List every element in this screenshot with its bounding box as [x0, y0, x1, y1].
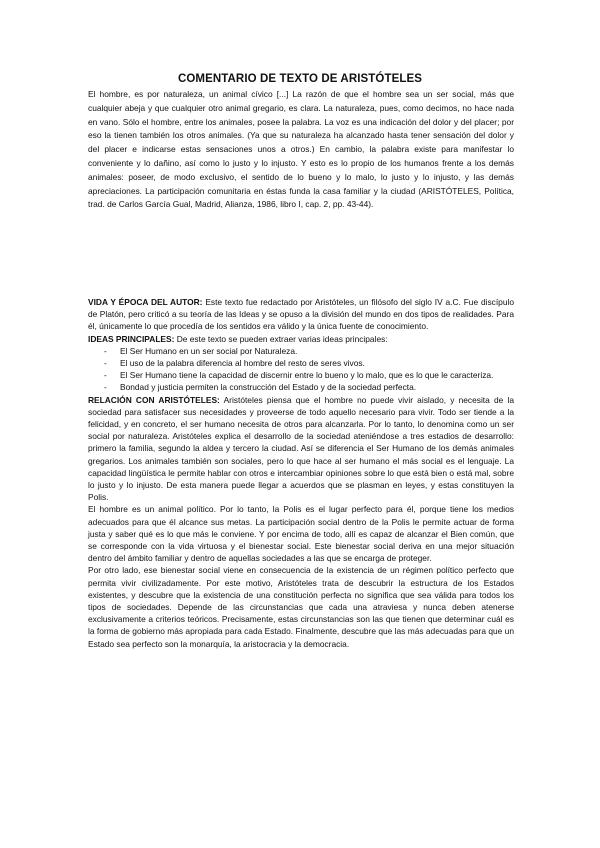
- list-item: [88, 345, 514, 357]
- list-item: [88, 381, 514, 393]
- section-heading-vida: VIDA Y ÉPOCA DEL AUTOR:: [88, 297, 203, 307]
- commentary-body: [88, 296, 514, 650]
- paragraph-regimen: Por otro lado, ese bienestar social viene en consecuencia de la existencia de un régimen político perfecto que permita vivir civilizadamente. Por este motivo, Aristóteles trata de descubrir la estructura de los Estados existentes, y descubre que la existencia de una constitución perfecta no significa que sea válida para todos los tipos de sociedades. Depende de las circunstancias que cada una atraviesa y nunca deben atenerse exclusivamente a criterios teóricos. Precisamente, estas circunstancias son las que tienen que determinar cuál es la forma de gobierno más apropiada para cada Estado. Finalmente, descubre que las más adecuadas para que un Estado sea perfecto son la monarquía, la aristocracia y la democracia.: [88, 565, 514, 649]
- paragraph-polis: El hombre es un animal político. Por lo tanto, la Polis es el lugar perfecto para él, porque tiene los medios adecuados para que él alcance sus metas. La participación social dentro de la Polis le permite actuar de forma justa y saber qué es lo que más le conviene. Y por encima de todo, allí es capaz de alcanzar el Bien común, que se corresponde con la vida virtuosa y el bienestar social. Este bienestar social deriva en una mejor situación dentro del ámbito familiar y dentro de aquellas sociedades a las que se encarga de proteger.: [88, 504, 514, 564]
- list-dash: -: [104, 358, 107, 369]
- quote-citation: (ARISTÓTELES, Política, trad. de Carlos García Gual, Madrid, Alianza, 1986, libro I, cap. 2, pp. 43-44).: [88, 185, 514, 210]
- list-dash: -: [104, 382, 107, 393]
- section-heading-ideas: IDEAS PRINCIPALES:: [88, 333, 175, 344]
- list-item-text: El Ser Humano tiene la capacidad de discernir entre lo bueno y lo malo, que es lo que le caracteriza.: [120, 370, 494, 381]
- list-item-text: El Ser Humano en un ser social por Naturaleza.: [120, 345, 298, 356]
- section-text-vida: Este texto fue redactado por Aristóteles, un filósofo del siglo IV a.C. Fue discípulo de Platón, pero criticó a su teoría de las Ideas y se opuso a la división del mundo en dos tipos de realidades. Para él, únicamente lo que procedía de los sentidos era válido y la única fuente de conocimiento.: [88, 297, 515, 332]
- section-text-ideas: De este texto se pueden extraer varias ideas principales:: [176, 333, 388, 344]
- document-title: COMENTARIO DE TEXTO DE ARISTÓTELES: [177, 73, 423, 85]
- list-dash: -: [104, 370, 107, 381]
- section-relacion: [88, 394, 514, 504]
- aristotle-quote: [88, 88, 514, 212]
- list-item-text: El uso de la palabra diferencia al hombre del resto de seres vivos.: [120, 358, 365, 369]
- list-item: [88, 369, 514, 381]
- ideas-list: [88, 345, 514, 394]
- section-ideas: [88, 333, 514, 345]
- list-dash: -: [104, 345, 107, 356]
- section-vida: [88, 296, 514, 333]
- section-heading-relacion: RELACIÓN CON ARISTÓTELES:: [88, 394, 220, 405]
- list-item-text: Bondad y justicia permiten la construcción del Estado y de la sociedad perfecta.: [120, 382, 417, 393]
- quote-text: El hombre, es por naturaleza, un animal cívico [...] La razón de que el hombre sea un ser social, más que cualquier abeja y que cualquier otro animal gregario, es clara. La naturaleza, pues, como decimos, no hace nada en vano. Sólo el hombre, entre los animales, posee la palabra. La voz es una indicación del dolor y del placer; por eso la tienen también los otros animales. (Ya que su naturaleza ha alcanzado hasta tener sensación del dolor y del placer e indicarse estas sensaciones unos a otros.) En cambio, la palabra existe para manifestar lo conveniente y lo dañino, así como lo justo y lo injusto. Y esto es lo propio de los humanos frente a los demás animales: poseer, de modo exclusivo, el sentido de lo bueno y lo malo, lo justo y lo injusto, y las demás apreciaciones. La participación comunitaria en éstas funda la casa familiar y la ciudad: [88, 89, 514, 196]
- section-text-relacion: Aristóteles piensa que el hombre no puede vivir aislado, y necesita de la sociedad para satisfacer sus necesidades y proveerse de todo aquello necesario para vivir. Todo ser tiende a la felicidad, y en concreto, el ser humano necesita de otros para alcanzarla. Por lo tanto, lo denomina como un ser social por naturaleza. Aristóteles explica el desarrollo de la sociedad ateniéndose a tres estadios de desarrollo: primero la familia, segundo la aldea y tercero la ciudad. Así se diferencia el Ser Humano de los demás animales gregarios. Los animales también son sociales, pero lo que hace al ser humano el más social es el lenguaje. La capacidad lingüística le permite hablar con otros e intercambiar opiniones sobre lo que está bien o está mal, sobre lo justo y lo injusto. De esta manera puede llegar a acuerdos que se plasman en leyes, y estas constituyen la Polis.: [88, 394, 514, 503]
- list-item: [88, 357, 514, 369]
